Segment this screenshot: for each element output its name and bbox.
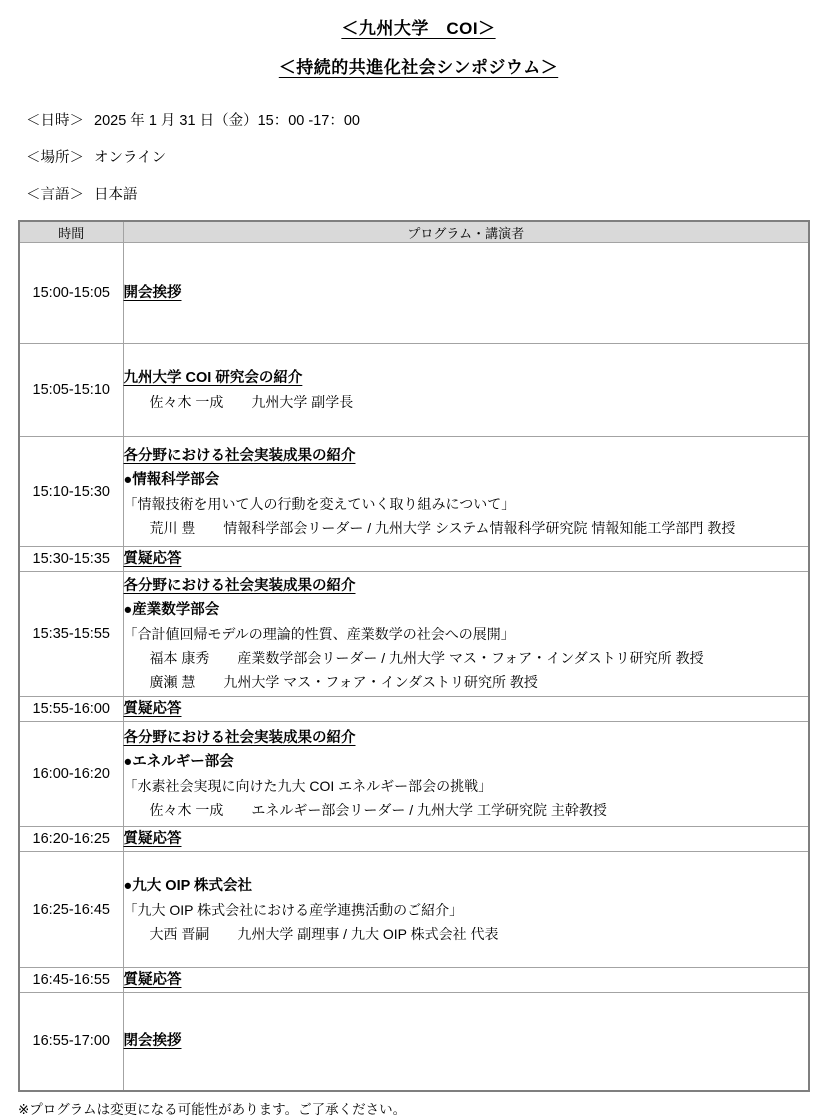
table-row (19, 827, 809, 852)
talk-title: 「九大 OIP 株式会社における産学連携活動のご紹介」 (123, 901, 464, 918)
time-cell: 15:05-15:10 (19, 344, 123, 437)
meta-datetime (26, 109, 837, 130)
session-title: 各分野における社会実装成果の紹介 (123, 578, 356, 594)
program-cell (123, 437, 809, 547)
title-block (0, 0, 837, 77)
talk-title: 「水素社会実現に向けた九大 COI エネルギー部会の挑戦」 (123, 778, 493, 794)
table-row (19, 344, 809, 437)
subcommittee-name: ●情報科学部会 (123, 471, 220, 488)
session-title: 質疑応答 (123, 831, 182, 847)
program-cell (123, 697, 809, 722)
program-cell (123, 993, 809, 1091)
meta-language-value: 日本語 (94, 187, 138, 203)
table-row (19, 572, 809, 697)
session-title: 九州大学 COI 研究会の紹介 (123, 370, 303, 386)
meta-place-label: ＜場所＞ (26, 150, 84, 166)
meta-datetime-value: 2025 年 1 月 31 日（金）15：00 -17：00 (94, 113, 360, 129)
page-subtitle: ＜持続的共進化社会シンポジウム＞ (278, 58, 559, 77)
header-time: 時間 (19, 221, 123, 243)
subcommittee-name: ●産業数学部会 (123, 602, 220, 618)
subcommittee-name: ●エネルギー部会 (123, 754, 234, 770)
program-cell (123, 827, 809, 852)
time-cell: 15:30-15:35 (19, 547, 123, 572)
speaker-info: 荒川 豊 情報科学部会リーダー / 九州大学 システム情報科学研究院 情報知能工学部門 教授 (149, 519, 736, 536)
table-header-row (19, 221, 809, 243)
session-title: 各分野における社会実装成果の紹介 (123, 447, 356, 464)
program-cell (123, 968, 809, 993)
speaker-info: 大西 晋嗣 九州大学 副理事 / 九大 OIP 株式会社 代表 (149, 925, 499, 942)
speaker-info: 廣瀬 慧 九州大学 マス・フォア・インダストリ研究所 教授 (149, 674, 538, 690)
program-cell (123, 547, 809, 572)
meta-place (26, 146, 837, 167)
meta-language-label: ＜言語＞ (26, 187, 84, 203)
program-cell (123, 243, 809, 344)
time-cell: 16:55-17:00 (19, 993, 123, 1091)
session-title: 質疑応答 (123, 551, 182, 567)
table-row (19, 437, 809, 547)
program-cell (123, 852, 809, 968)
session-title: 開会挨拶 (123, 285, 182, 301)
table-row (19, 852, 809, 968)
header-program: プログラム・講演者 (123, 221, 809, 243)
session-title: 各分野における社会実装成果の紹介 (123, 730, 356, 746)
program-cell (123, 344, 809, 437)
speaker-info: 佐々木 一成 エネルギー部会リーダー / 九州大学 工学研究院 主幹教授 (149, 802, 607, 818)
speaker-info: 福本 康秀 産業数学部会リーダー / 九州大学 マス・フォア・インダストリ研究所 教授 (149, 650, 704, 666)
time-cell: 16:45-16:55 (19, 968, 123, 993)
program-cell (123, 572, 809, 697)
session-title: 質疑応答 (123, 972, 182, 988)
table-row (19, 697, 809, 722)
program-change-note: ※プログラムは変更になる可能性があります。ご了承ください。 (18, 1101, 407, 1117)
event-meta (26, 109, 837, 204)
time-cell: 16:25-16:45 (19, 852, 123, 968)
program-cell (123, 722, 809, 827)
speaker-info: 佐々木 一成 九州大学 副学長 (149, 394, 354, 410)
session-title: 閉会挨拶 (123, 1033, 182, 1050)
time-cell: 15:35-15:55 (19, 572, 123, 697)
talk-title: 「合計値回帰モデルの理論的性質、産業数学の社会への展開」 (123, 626, 515, 642)
time-cell: 15:00-15:05 (19, 243, 123, 344)
table-row (19, 993, 809, 1091)
table-row (19, 547, 809, 572)
table-row (19, 968, 809, 993)
page-title: ＜九州大学 COI＞ (341, 19, 496, 38)
session-title: 質疑応答 (123, 701, 182, 717)
table-row (19, 243, 809, 344)
meta-place-value: オンライン (94, 150, 167, 166)
time-cell: 15:10-15:30 (19, 437, 123, 547)
time-cell: 15:55-16:00 (19, 697, 123, 722)
table-row (19, 722, 809, 827)
subcommittee-name: ●九大 OIP 株式会社 (123, 877, 253, 894)
meta-language (26, 183, 837, 204)
time-cell: 16:00-16:20 (19, 722, 123, 827)
talk-title: 「情報技術を用いて人の行動を変えていく取り組みについて」 (123, 495, 516, 512)
meta-datetime-label: ＜日時＞ (26, 113, 84, 129)
time-cell: 16:20-16:25 (19, 827, 123, 852)
program-table (18, 220, 810, 1092)
